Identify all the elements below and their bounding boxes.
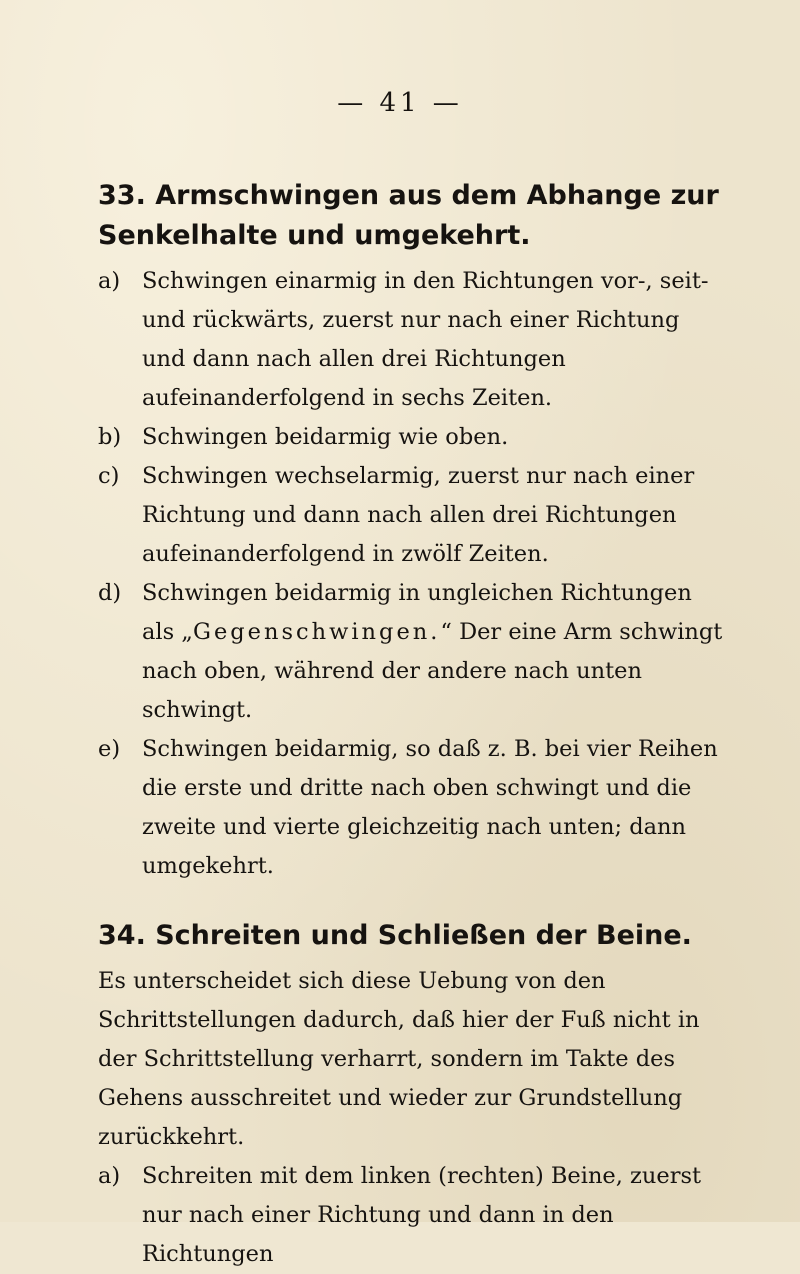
item-text-after: “ Der eine Arm schwingt nach oben, während der andere nach unten schwingt.	[142, 619, 723, 723]
item-text: Schwingen einarmig in den Richtungen vor-, seit- und rückwärts, zuerst nur nach einer Richtung und dann nach allen drei Richtungen aufeinanderfolgend in sechs Zeiten.	[142, 268, 709, 411]
item-text: Schreiten mit dem linken (rechten) Beine, zuerst nur nach einer Richtung und dann in den Richtungen	[142, 1163, 702, 1267]
section-34-item-a	[98, 1157, 726, 1274]
page-content	[98, 176, 726, 1274]
section-33-item-d	[98, 574, 726, 730]
section-33-item-c	[98, 457, 726, 574]
item-label: e)	[98, 736, 121, 762]
item-label: a)	[98, 1163, 121, 1189]
section-33-item-b	[98, 418, 726, 457]
section-33-item-a	[98, 262, 726, 418]
item-label: c)	[98, 463, 120, 489]
section-34-paragraph: Es unterscheidet sich diese Uebung von den Schrittstellungen dadurch, daß hier der Fuß nicht in der Schrittstellung verharrt, sondern im Takte des Gehens ausschreitet und wieder zur Grundstellung zurückkehrt.	[98, 968, 700, 1150]
section-34-heading: 34. Schreiten und Schließen der Beine.	[98, 920, 692, 951]
section-33-item-e	[98, 730, 726, 886]
item-label: b)	[98, 424, 122, 450]
item-label: a)	[98, 268, 121, 294]
page-number: — 41 —	[337, 88, 463, 118]
item-text: Schwingen beidarmig wie oben.	[142, 424, 509, 450]
item-text: Schwingen beidarmig, so daß z. B. bei vier Reihen die erste und dritte nach oben schwingt und die zweite und vierte gleichzeitig nach unten; dann umgekehrt.	[142, 736, 718, 879]
item-label: d)	[98, 580, 122, 606]
section-33-heading: 33. Armschwingen aus dem Abhange zur Senkelhalte und umgekehrt.	[98, 180, 719, 251]
item-text: Schwingen wechselarmig, zuerst nur nach einer Richtung und dann nach allen drei Richtungen aufeinanderfolgend in zwölf Zeiten.	[142, 463, 695, 567]
item-text-spaced: Gegenschwingen.	[192, 619, 441, 645]
item-text-before: Schwingen beidarmig in ungleichen Richtungen als „	[142, 580, 692, 645]
